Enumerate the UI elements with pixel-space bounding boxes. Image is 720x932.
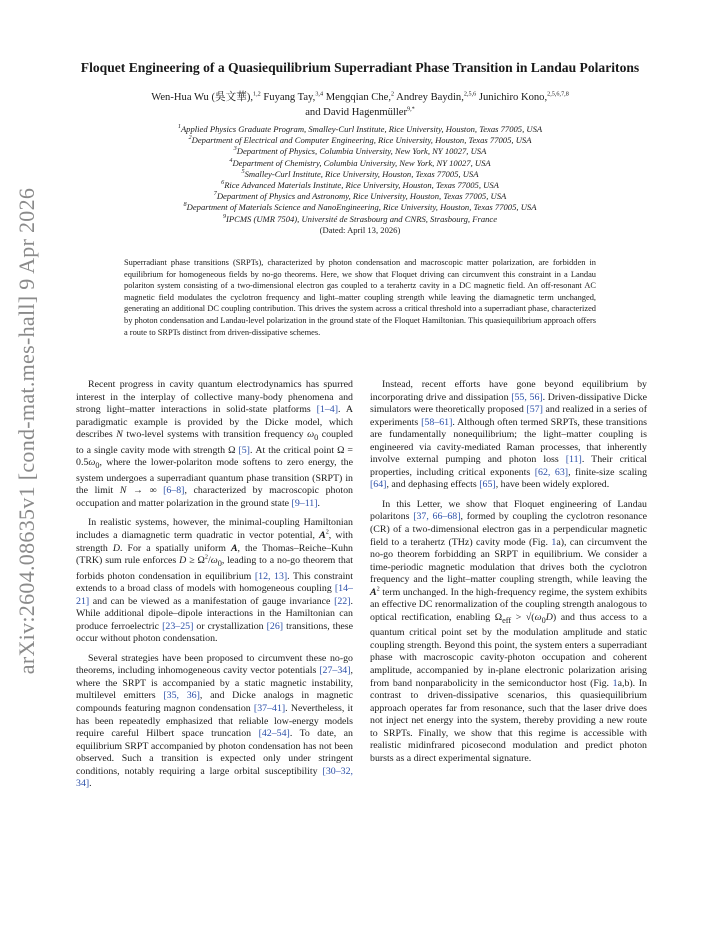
- affiliation-line: $^4$Department of Chemistry, Columbia University, New York, NY 10027, USA: [229, 156, 491, 168]
- affiliation-line: $^8$Department of Materials Science and NanoEngineering, Rice University, Houston, Texas 77005, USA: [183, 201, 537, 213]
- left-column: [76, 379, 353, 798]
- arxiv-id: arXiv:2604.08635v1 [cond-mat.mes-hall] 9 Apr 2026: [14, 187, 39, 675]
- arxiv-sidebar: [10, 187, 44, 675]
- affiliation-line: $^1$Applied Physics Graduate Program, Smalley-Curl Institute, Rice University, Houston, Texas 77005, USA: [177, 123, 543, 134]
- body-paragraph: In realistic systems, however, the minimal-coupling Hamiltonian includes a diamagnetic term quadratic in vector potential, $A^2$, with strength D. For a spatially uniform A, the Thomas–Reiche–Kuhn (TRK) sum rule enforces $D \ge \Omega^2/\omega_0$, leading to a no-go theorem that forbids photon condensation in equilibrium [12, 13]. This constraint extends to a broad class of models with homogeneous coupling [14–21] and can be viewed as a manifestation of gauge invariance [22]. While additional dipole–dipole interactions in the Hamiltonian can produce ferroelectric [23–25] or crystallization [26] transitions, these occur without photon condensation.: [76, 517, 353, 645]
- right-column: [370, 379, 647, 772]
- body-paragraph: Several strategies have been proposed to circumvent these no-go theorems, including inhomogeneous cavity vector potentials [27–34], where the SRPT is accompanied by a static magnetic instability, multilevel emitters [35, 36], and Dicke analogs in magnetic compounds featuring magnon condensation [37–41]. Nevertheless, it has been repeatedly emphasized that reliable low-energy models require careful Hilbert space truncation [42–54]. To date, an equilibrium SRPT accompanied by photon condensation has not been observed. Such a transition is expected only under stringent conditions, notably requiring a large orbital susceptibility [30–32, 34].: [76, 652, 353, 790]
- affiliation-line: $^5$Smalley-Curl Institute, Rice University, Houston, Texas 77005, USA: [241, 167, 479, 179]
- affiliation-list: [100, 124, 620, 236]
- affiliation-line: $^6$Rice Advanced Materials Institute, Rice University, Houston, Texas 77005, USA: [221, 179, 499, 191]
- affiliation-line: $^7$Department of Physics and Astronomy, Rice University, Houston, Texas 77005, USA: [213, 190, 507, 202]
- paper-title: Floquet Engineering of a Quasiequilibrium Superradiant Phase Transition in Landau Polaritons: [80, 60, 640, 75]
- abstract: Superradiant phase transitions (SRPTs), characterized by photon condensation and macroscopic matter polarization, are forbidden in equilibrium for homogeneous fields by no-go theorems. Here, we show that Floquet driving can circumvent this constraint in a Landau polariton system consisting of a two-dimensional electron gas coupled to a terahertz cavity in a DC magnetic field. An off-resonant AC magnetic field modulates the cyclotron frequency and light–matter coupling strength while leaving the diamagnetic term unchanged, generating an additional DC coupling contribution. This drives the system across a critical threshold into a superradiant phase, characterized by photon condensation and Landau-level polarization in the ground state of the Floquet Hamiltonian. This quasiequilibrium approach offers a route to SRPTs distinct from driven-dissipative schemes.: [124, 258, 596, 337]
- dated-line: (Dated: April 13, 2026): [319, 224, 401, 235]
- affiliation-line: $^3$Department of Physics, Columbia University, New York, NY 10027, USA: [233, 145, 487, 157]
- body-paragraph: Recent progress in cavity quantum electrodynamics has spurred interest in the interplay of collective many-body phenomena and strong light–matter interactions in solid-state platforms [1–4]. A paradigmatic example is provided by the Dicke model, which describes N two-level systems with transition frequency $\omega_0$ coupled to a single cavity mode with strength Ω [5]. At the critical point $\Omega = 0.5\omega_0$, where the lower-polariton mode softens to zero energy, the system undergoes a superradiant quantum phase transition (SRPT) in the limit N → ∞ [6–8], characterized by macroscopic photon occupation and matter polarization in the ground state [9–11].: [76, 379, 354, 509]
- body-paragraph: In this Letter, we show that Floquet engineering of Landau polaritons [37, 66–68], formed by coupling the cyclotron resonance (CR) of a two-dimensional electron gas in a perpendicular magnetic field to a terahertz (THz) cavity mode (Fig. 1a), can circumvent the no-go theorem forbidding an SRPT in equilibrium. We consider a time-periodic magnetic modulation that drives both the cyclotron frequency and the light–matter coupling strength, while leaving the $A^2$ term unchanged. In the high-frequency regime, the system exhibits an effective DC renormalization of the coupling strength analogous to optical rectification, enabling $\Omega_{eff} > √(\omega_0D)$ and thus access to a quantum critical point set by the modulation amplitude and static coupling strength. Beyond this point, the system enters a superradiant phase with macroscopic cavity-photon occupation and coherent amplitude, accompanied by in-plane electronic polarization arising from band nonparabolicity in the semiconductor host (Fig. 1a,b). In contrast to driven-dissipative scenarios, this quasiequilibrium approach operates far from resonance, such that the laser drive does not inject net energy into the system, thereby providing a new route to SRPTs. Finally, we show that this regime is accessible with realistic midinfrared picosecond modulation and predict photon bursts as a direct experimental signature.: [370, 498, 648, 764]
- body-paragraph: Instead, recent efforts have gone beyond equilibrium by incorporating drive and dissipation [55, 56]. Driven-dissipative Dicke simulators were theoretically proposed [57] and realized in a series of experiments [58–61]. Although often termed SRPTs, these transitions are fundamentally nonequilibrium; the light–matter coupling is engineered via cavity-mediated Raman processes, that inherently involve external pumping and photon loss [11]. Their critical properties, including critical exponents [62, 63], finite-size scaling [64], and dephasing effects [65], have been widely explored.: [370, 379, 648, 491]
- author-list: Wen-Hua Wu (吳文華),$^{1,2}$ Fuyang Tay,$^{3,4}$ Mengqian Che,$^2$ Andrey Baydin,$^{2,5,6}$ Junichiro Kono,$^{2,5,6,7,8}$ and David Hagenmüller$^{9,*}$: [151, 90, 569, 118]
- affiliation-line: $^9$IPCMS (UMR 7504), Université de Strasbourg and CNRS, Strasbourg, France: [222, 212, 498, 224]
- affiliation-line: $^2$Department of Electrical and Computer Engineering, Rice University, Houston, Texas 77005, USA: [188, 134, 532, 146]
